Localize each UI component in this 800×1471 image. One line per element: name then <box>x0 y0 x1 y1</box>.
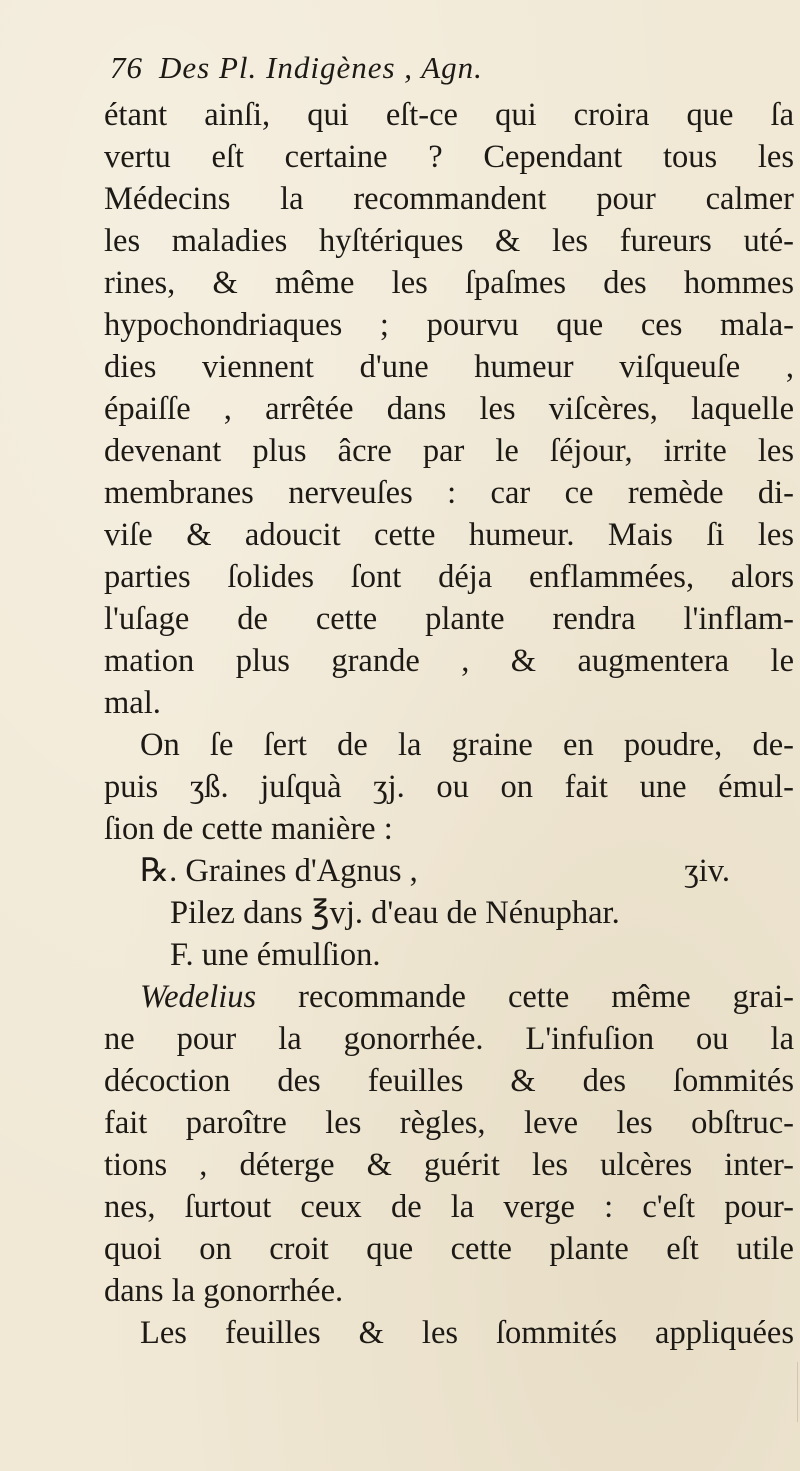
text-line: vertu eſt certaine ? Cependant tous les <box>104 139 794 175</box>
text-line: hypochondriaques ; pourvu que ces mala- <box>104 307 794 343</box>
text-line: les maladies hyſtériques & les fureurs uté- <box>104 223 794 259</box>
author-name: Wedelius <box>140 979 257 1015</box>
text-line: dans la gonorrhée. <box>104 1273 344 1309</box>
text-line: nes, ſurtout ceux de la verge : c'eſt pour- <box>104 1189 794 1225</box>
recipe-line: Pilez dans ℥vj. d'eau de Nénuphar. <box>170 895 620 931</box>
text-line: Médecins la recommandent pour calmer <box>104 181 794 217</box>
text-fragment: recommande cette même grai- <box>256 979 794 1015</box>
text-line: viſe & adoucit cette humeur. Mais ſi les <box>104 517 794 553</box>
text-line: décoction des feuilles & des ſommités <box>104 1063 794 1099</box>
running-title: Des Pl. Indigènes , Agn. <box>159 50 483 85</box>
text-line: rines, & même les ſpaſmes des hommes <box>104 265 794 301</box>
text-line: On ſe ſert de la graine en poudre, de- <box>140 727 794 763</box>
text-line: membranes nerveuſes : car ce remède di- <box>104 475 794 511</box>
text-line: parties ſolides ſont déja enflammées, alors <box>104 559 794 595</box>
text-line: dies viennent d'une humeur viſqueuſe , <box>104 349 794 385</box>
recipe-ingredient: ℞. Graines d'Agnus , <box>140 853 418 889</box>
text-line: ſion de cette manière : <box>104 811 393 847</box>
body-text <box>104 94 794 1354</box>
text-line: tions , déterge & guérit les ulcères inter- <box>104 1147 794 1183</box>
text-line: devenant plus âcre par le ſéjour, irrite les <box>104 433 794 469</box>
page-number: 76 <box>110 50 143 85</box>
text-line: étant ainſi, qui eſt-ce qui croira que ſa <box>104 97 794 133</box>
text-line: épaiſſe , arrêtée dans les viſcères, laquelle <box>104 391 794 427</box>
recipe-line: F. une émulſion. <box>170 937 381 973</box>
text-line: ne pour la gonorrhée. L'infuſion ou la <box>104 1021 794 1057</box>
recipe-quantity: ʒiv. <box>684 853 730 889</box>
text-line: mal. <box>104 685 161 721</box>
text-line <box>104 976 794 1018</box>
text-line: quoi on croit que cette plante eſt utile <box>104 1231 794 1267</box>
text-line: puis ʒß. juſquà ʒj. ou on fait une émul- <box>104 769 794 805</box>
text-line: l'uſage de cette plante rendra l'inflam- <box>104 601 794 637</box>
running-head <box>110 50 710 94</box>
text-line: fait paroître les règles, leve les obſtruc- <box>104 1105 794 1141</box>
paper-crease <box>797 1362 798 1422</box>
text-line: Les feuilles & les ſommités appliquées <box>140 1315 794 1351</box>
recipe-line <box>104 850 730 892</box>
text-line: mation plus grande , & augmentera le <box>104 643 794 679</box>
